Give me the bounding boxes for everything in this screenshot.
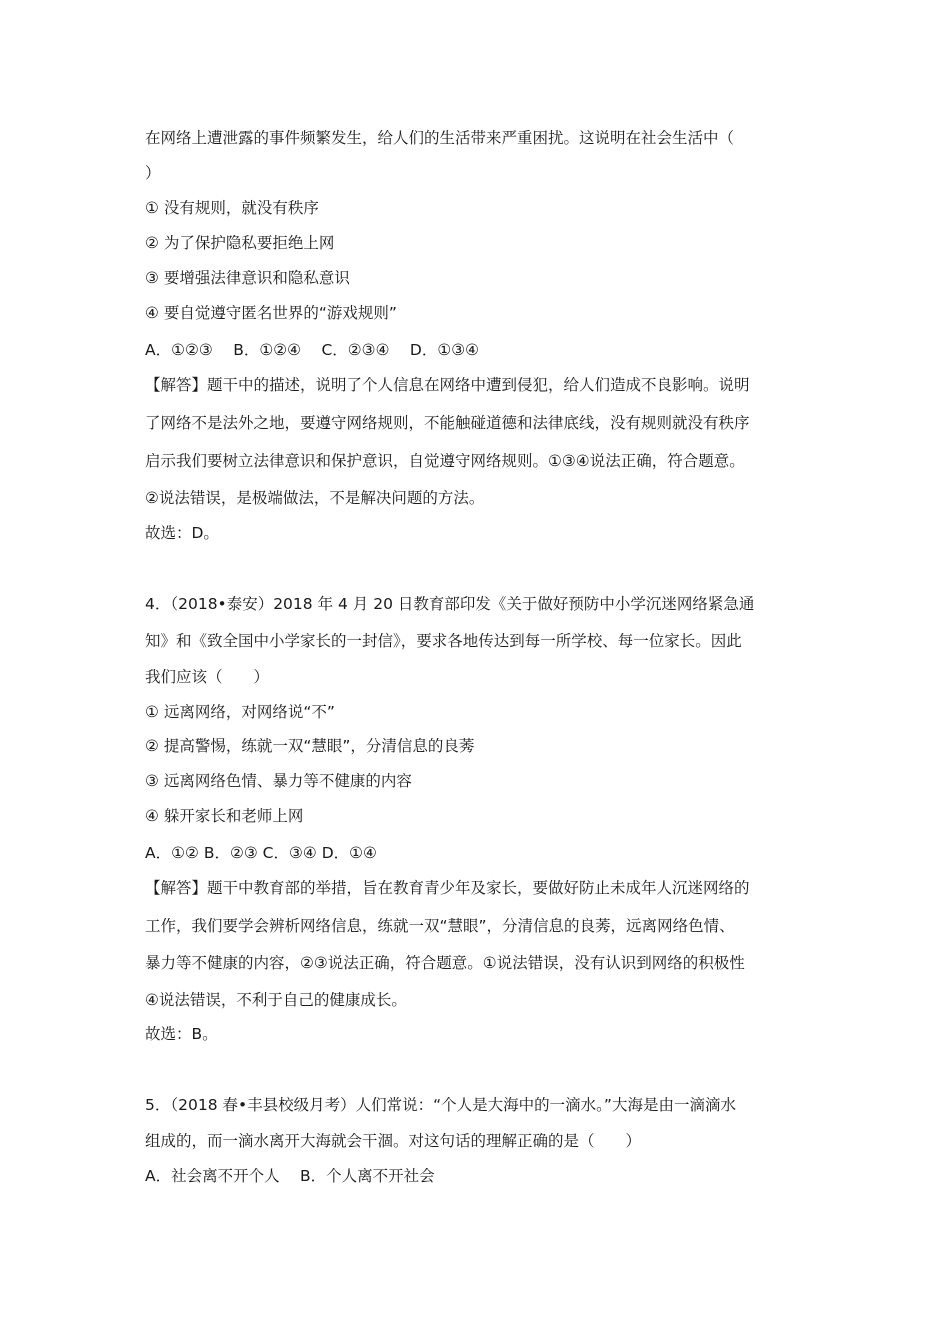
q4-selected-answer: 故选：B。: [145, 1025, 218, 1043]
q3-answer-line-3: 启示我们要树立法律意识和保护意识，自觉遵守网络规则。①③④说法正确，符合题意。: [145, 452, 745, 470]
q4-answer-line-1: 【解答】题干中教育部的举措，旨在教育青少年及家长，要做好防止未成年人沉迷网络的: [145, 879, 750, 897]
q4-choices: A．①② B．②③ C．③④ D．①④: [145, 844, 377, 862]
q4-option-2: ② 提高警惕，练就一双“慧眼”，分清信息的良莠: [145, 737, 475, 755]
q5-stem-line-2: 组成的，而一滴水离开大海就会干涸。对这句话的理解正确的是（ ）: [145, 1132, 642, 1150]
q4-answer-line-3: 暴力等不健康的内容，②③说法正确，符合题意。①说法错误，没有认识到网络的积极性: [145, 954, 745, 972]
q4-answer-line-2: 工作，我们要学会辨析网络信息，练就一双“慧眼”，分清信息的良莠，远离网络色情、: [145, 917, 735, 935]
q4-option-3: ③ 远离网络色情、暴力等不健康的内容: [145, 772, 412, 790]
q3-option-1: ① 没有规则，就没有秩序: [145, 199, 319, 217]
q3-stem-line-2: ）: [145, 164, 161, 182]
q5-stem-line-1: 5．（2018 春•丰县校级月考）人们常说：“个人是大海中的一滴水。”大海是由一滴滴水: [145, 1096, 736, 1114]
q3-answer-line-2: 了网络不是法外之地，要遵守网络规则，不能触碰道德和法律底线，没有规则就没有秩序: [145, 414, 750, 432]
q4-stem-line-2: 知》和《致全国中小学家长的一封信》，要求各地传达到每一所学校、每一位家长。因此: [145, 632, 742, 650]
q3-choices: A．①②③ B．①②④ C．②③④ D．①③④: [145, 341, 480, 359]
q3-option-4: ④ 要自觉遵守匿名世界的“游戏规则”: [145, 304, 397, 322]
q3-answer-line-1: 【解答】题干中的描述，说明了个人信息在网络中遭到侵犯，给人们造成不良影响。说明: [145, 376, 750, 394]
q3-answer-line-4: ②说法错误，是极端做法，不是解决问题的方法。: [145, 489, 485, 507]
q4-option-4: ④ 躲开家长和老师上网: [145, 807, 304, 825]
q3-stem-line-1: 在网络上遭泄露的事件频繁发生，给人们的生活带来严重困扰。这说明在社会生活中（: [145, 129, 735, 147]
q4-stem-line-1: 4．（2018•泰安）2018 年 4 月 20 日教育部印发《关于做好预防中小学沉迷网络紧急通: [145, 595, 755, 613]
q3-selected-answer: 故选：D。: [145, 524, 219, 542]
q3-option-2: ② 为了保护隐私要拒绝上网: [145, 234, 335, 252]
q4-option-1: ① 远离网络，对网络说“不”: [145, 703, 335, 721]
q3-option-3: ③ 要增强法律意识和隐私意识: [145, 269, 350, 287]
q4-answer-line-4: ④说法错误，不利于自己的健康成长。: [145, 991, 407, 1009]
q4-stem-line-3: 我们应该（ ）: [145, 668, 270, 686]
q5-choices: A．社会离不开个人 B．个人离不开社会: [145, 1167, 435, 1185]
